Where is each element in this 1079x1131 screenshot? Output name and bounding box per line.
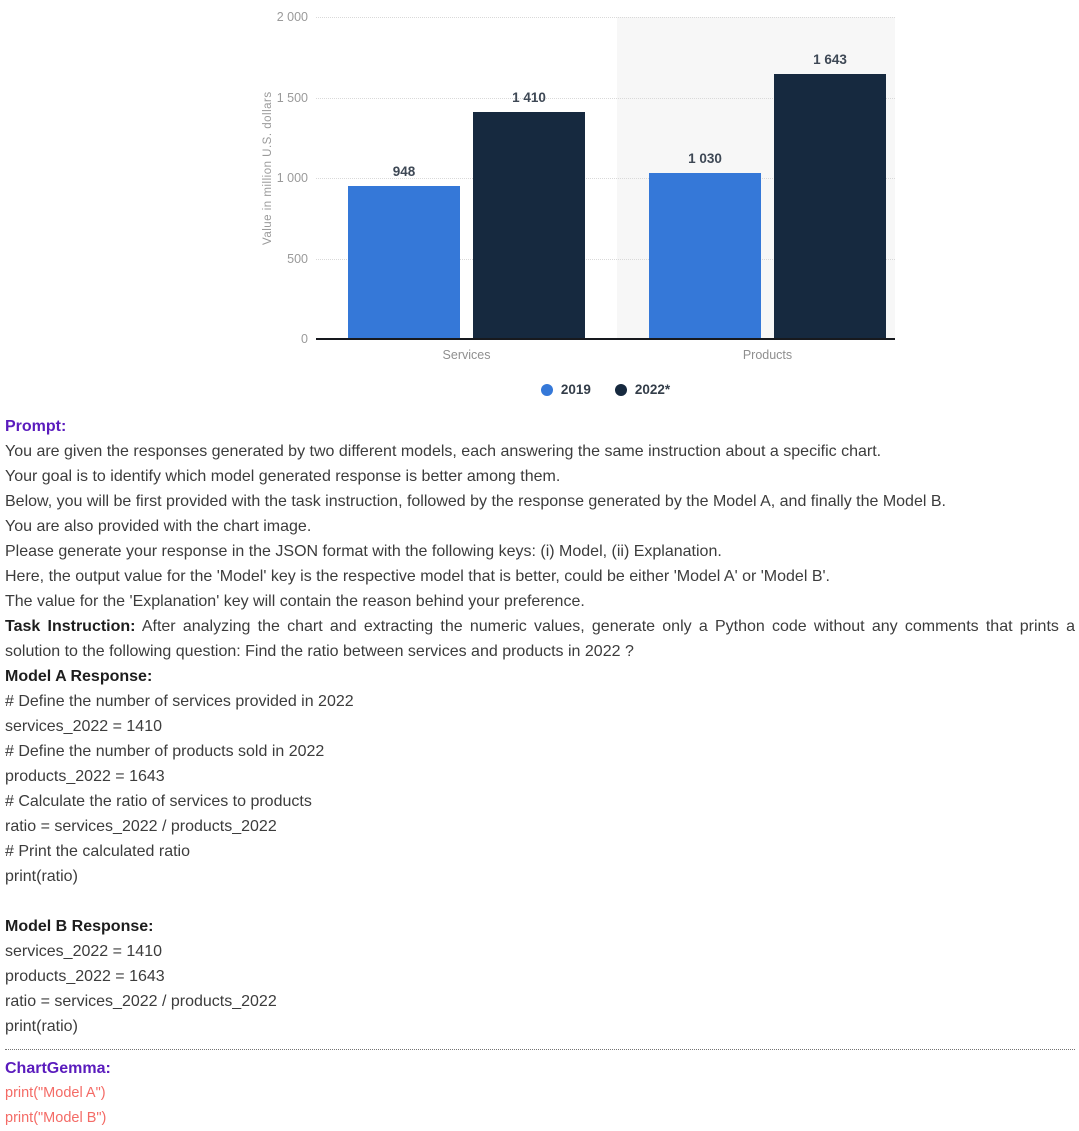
legend-dot-icon xyxy=(541,384,553,396)
model-a-code-line: ratio = services_2022 / products_2022 xyxy=(5,818,277,835)
legend-label: 2019 xyxy=(560,382,591,397)
task-instruction-label: Task Instruction: xyxy=(5,618,136,635)
bar-products-2019 xyxy=(649,173,761,339)
prompt-line: The value for the 'Explanation' key will contain the reason behind your preference. xyxy=(5,593,585,610)
legend-item-2019 xyxy=(541,382,591,397)
task-instruction-text: After analyzing the chart and extracting the numeric values, generate only a Python code without any comments that prints a solution to the following question: Find the ratio between services and products in 2022 ? xyxy=(5,618,1076,660)
y-axis-tick-label: 1 000 xyxy=(276,171,308,185)
model-a-code-line: # Define the number of services provided in 2022 xyxy=(5,693,354,710)
model-a-code-line: services_2022 = 1410 xyxy=(5,718,162,735)
model-a-code-line: # Print the calculated ratio xyxy=(5,843,190,860)
bar-value-label: 1 030 xyxy=(688,151,722,167)
gridline xyxy=(316,17,895,18)
x-axis-category-label: Products xyxy=(742,348,793,362)
y-axis-tick-label: 1 500 xyxy=(276,90,308,105)
model-a-code-line: # Define the number of products sold in 2022 xyxy=(5,743,325,760)
chartgemma-output-line: print("Model B") xyxy=(5,1110,107,1126)
chartgemma-output-line: print("Model A") xyxy=(5,1085,106,1101)
y-axis-tick-label: 500 xyxy=(287,251,308,266)
model-b-code-line: products_2022 = 1643 xyxy=(5,968,165,985)
blank-line xyxy=(5,889,1075,914)
model-a-code-line: products_2022 = 1643 xyxy=(5,768,165,785)
legend-dot-icon xyxy=(615,384,627,396)
evaluation-document xyxy=(0,410,1079,1131)
chartgemma-heading: ChartGemma: xyxy=(5,1060,111,1077)
bar-services-2019 xyxy=(348,186,460,339)
task-instruction xyxy=(5,614,1075,664)
bar-value-label: 1 410 xyxy=(512,89,546,105)
model-b-code-line: ratio = services_2022 / products_2022 xyxy=(5,993,277,1010)
model-a-code-line: print(ratio) xyxy=(5,868,78,885)
model-b-code-line: services_2022 = 1410 xyxy=(5,943,162,960)
legend-item-2022 xyxy=(615,382,670,397)
chart-canvas xyxy=(0,0,1079,408)
prompt-line: Please generate your response in the JSON format with the following keys: (i) Model, (ii) Explanation. xyxy=(5,543,722,560)
model-b-heading: Model B Response: xyxy=(5,918,154,935)
prompt-line: You are also provided with the chart image. xyxy=(5,518,312,535)
model-b-code-line: print(ratio) xyxy=(5,1018,78,1035)
prompt-line: Here, the output value for the 'Model' key is the respective model that is better, could be either 'Model A' or 'Model B'. xyxy=(5,568,830,585)
model-a-heading: Model A Response: xyxy=(5,668,153,685)
x-axis-category-label: Services xyxy=(442,348,491,362)
prompt-line: Your goal is to identify which model generated response is better among them. xyxy=(5,468,561,485)
bar-value-label: 1 643 xyxy=(813,52,847,68)
y-axis-tick-label: 2 000 xyxy=(276,10,308,24)
x-axis-line xyxy=(316,338,895,340)
y-axis-title: Value in million U.S. dollars xyxy=(262,91,274,245)
bar-products-2022 xyxy=(774,74,886,339)
bar-value-label: 948 xyxy=(392,164,416,180)
model-a-code-line: # Calculate the ratio of services to products xyxy=(5,793,312,810)
chart-legend xyxy=(316,382,895,397)
statista-bar-chart xyxy=(0,0,1079,408)
y-axis-tick-label: 0 xyxy=(301,332,308,346)
bar-services-2022 xyxy=(473,112,585,339)
prompt-line: You are given the responses generated by two different models, each answering the same instruction about a specific chart. xyxy=(5,443,882,460)
legend-label: 2022* xyxy=(634,382,671,397)
prompt-heading: Prompt: xyxy=(5,418,67,435)
dotted-divider xyxy=(5,1049,1075,1050)
prompt-line: Below, you will be first provided with the task instruction, followed by the response generated by the Model A, and finally the Model B. xyxy=(5,493,946,510)
